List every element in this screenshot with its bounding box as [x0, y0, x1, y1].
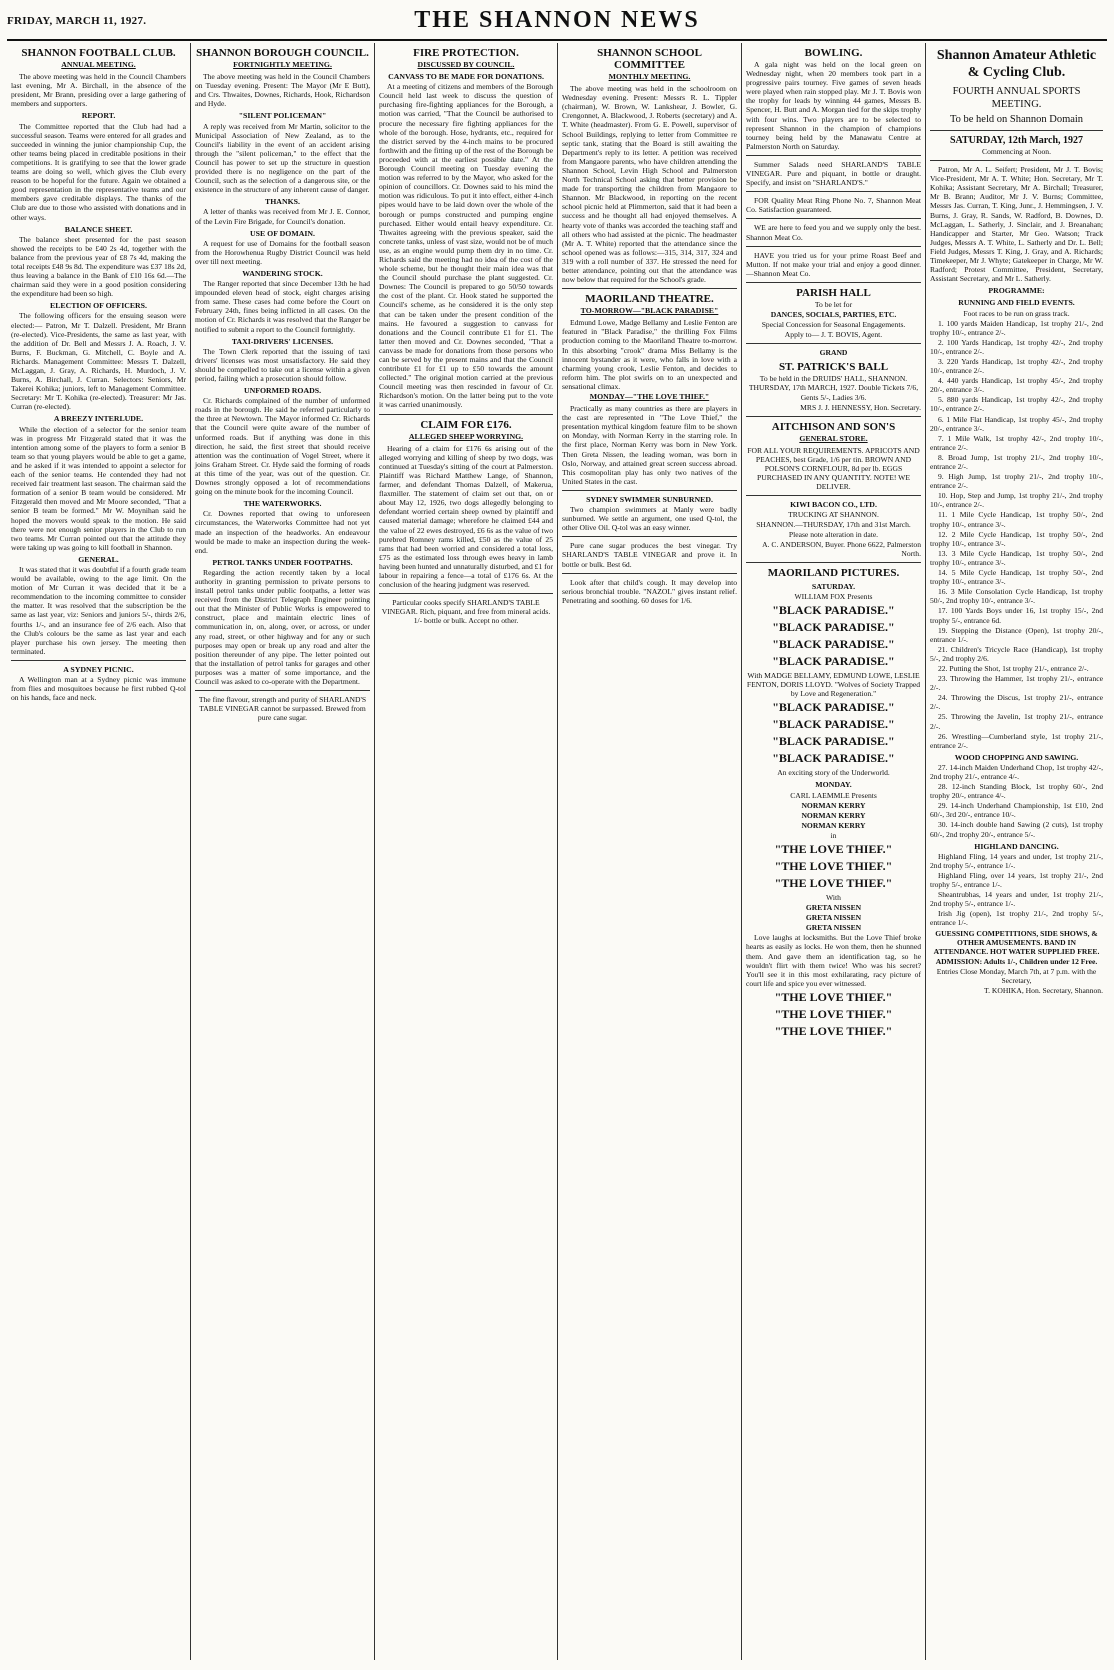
event-item: 3. 220 Yards Handicap, 1st trophy 42/-, 2nd trophy 10/-, entrance 2/-. [930, 356, 1103, 376]
film-title: "BLACK PARADISE." [772, 620, 895, 635]
section-heading: PROGRAMME: [988, 286, 1045, 296]
film-title: "BLACK PARADISE." [772, 603, 895, 618]
ad-title: ST. PATRICK'S BALL [778, 361, 889, 374]
event-item: Irish Jig (open), 1st trophy 21/-, 2nd trophy 5/-, entrance 1/-. [930, 909, 1103, 928]
article-title: BOWLING. [804, 47, 863, 59]
film-title: "BLACK PARADISE." [772, 654, 895, 669]
advertisement: HAVE you tried us for your prime Roast Beef and Mutton. If not make your trial and enjoy a good dinner.—Shannon Meat Co. [746, 250, 921, 278]
event-item: 4. 440 yards Handicap, 1st trophy 45/-, 2nd trophy 20/-, entrance 3/-. [930, 376, 1103, 395]
divider [562, 490, 737, 491]
section-heading: PETROL TANKS UNDER FOOTPATHS. [212, 557, 353, 567]
article-paragraph: The Town Clerk reported that the issuing of taxi drivers' licenses was most unsatisfactory. He said they should be compelled to take out a license within a given period, failing which a prosecution should follow. [195, 346, 370, 383]
event-item: Highland Fling, over 14 years, 1st trophy 21/-, 2nd trophy 5/-, entrance 1/-. [930, 870, 1103, 890]
event-item: 10. Hop, Step and Jump, 1st trophy 21/-, 2nd trophy 10/-, entrance 2/-. [930, 491, 1103, 510]
section-heading: RUNNING AND FIELD EVENTS. [958, 298, 1075, 308]
film-title: "BLACK PARADISE." [772, 717, 895, 732]
advertisement: WE are here to feed you and we supply only the best. Shannon Meat Co. [746, 223, 921, 242]
ad-line: TRUCKING AT SHANNON. [788, 510, 879, 520]
article-subtitle: DISCUSSED BY COUNCIL. [417, 60, 515, 69]
article-title: FIRE PROTECTION. [413, 47, 519, 59]
divider [746, 416, 921, 417]
ad-line: With MADGE BELLAMY, EDMUND LOWE, LESLIE FENTON, DORIS LLOYD. "Wolves of Society Trapped by Love and Regeneration." [746, 671, 921, 699]
article-subtitle: ALLEGED SHEEP WORRYING. [408, 431, 524, 441]
ad-line: Special Concession for Seasonal Engagements. [761, 320, 906, 330]
star-name: NORMAN KERRY [801, 810, 866, 820]
event-item: 6. 1 Mile Flat Handicap, 1st trophy 45/-, 2nd trophy 20/-, entrance 3/-. [930, 414, 1103, 433]
star-name: NORMAN KERRY [801, 820, 866, 830]
article-paragraph: A reply was received from Mr Martin, solicitor to the Municipal Association of New Zealand, as to the Council's liability in the event of an accident arising through the "silent policeman," to the effect that the Council has power to set up the structure in question provided there is no negligence on the part of the Council, such as the selection of a dangerous site, or the existence in the structure of any inherent cause of danger. [195, 121, 370, 195]
ad-line: in [830, 830, 837, 840]
ad-title: KIWI BACON CO., LTD. [790, 500, 877, 510]
article-title: MAORILAND THEATRE. [585, 293, 714, 306]
article-paragraph: Cr. Downes reported that owing to unforeseen circumstances, the Waterworks Committee had not yet made an inspection of the headworks. An endeavour would be made to make an inspection during the week-end. [195, 509, 370, 555]
film-title: "THE LOVE THIEF." [774, 1023, 893, 1038]
section-heading: USE OF DOMAIN. [250, 228, 315, 238]
divider [746, 218, 921, 219]
section-heading: UNFORMED ROADS. [243, 386, 322, 396]
event-item: 22. Putting the Shot, 1st trophy 21/-, entrance 2/-. [938, 663, 1089, 673]
section-heading: BALANCE SHEET. [64, 224, 133, 234]
officials-list: Patron, Mr A. L. Seifert; President, Mr J. T. Bovis; Vice-President, Mr A. T. White; Hon. Secretary, Mr T. Kohika; Assistant Secretary, Mr A. Birchall; Treasurer, Mr B. Brann; Auditor, Mr J. V. Burns; Committee, Messrs Jas. Curran, T. King, Junr., J. Hemmingsen, J. V. Burns, J. Gray, R. Sands, W. Radford, B. Downes, D. McLaggan, L. Satherly, J. Sinclair, and J. Breanahan; Handicapper and Starter, Mr Geo. Watson; Track Judges, Messrs A. T. White, L. Satherly and Dr. L. Bell; Field Judges, Messrs T. King, J. Gray, and A. Richards; Timekeeper, Mr J. Whyte; Gatekeeper in Charge, Mr W. Radford; Protest Committee, President, Secretary, Assistant Secretary, and Mr L. Satherly. [930, 165, 1103, 284]
section-heading: HIGHLAND DANCING. [974, 841, 1059, 851]
article-paragraph: At a meeting of citizens and members of the Borough Council held last week to discuss the question of purchasing fire-fighting appliances for the Borough, a motion was carried, "That the Council be authorised to procure the necessary fire fighting appliances for the whole of the borough. Hose, hydrants, etc., required for the district served by the 4-inch mains to be procured forthwith and the fitting up of the rest of the Borough be proceeded with at the earliest possible date." At the Borough Council meeting on Tuesday evening the motion was referred to by the Mayor, who asked for the opinion of councillors. Cr. Downes said to his mind the motion was ridiculous. To put it into effect, either 4-inch pipes would have to be laid down over the whole of the borough or pumps constructed and pumping engine purchased. Either would entail heavy expenditure. Cr. Thwaites agreeing with the previous speaker, said the concrete tanks, unless of vast size, would not be of much use, as an engine would pump them dry in no time. Cr. Richards said the meeting had no idea of the cost of the whole scheme, but he thought their main idea was that the Council should purchase the plant suggested. Cr. Downes: The Council is prepared to go 50/50 towards the cost of the plant. Cr. Hook stated he supported the Council's scheme, as he considered it is the only step that can be taken under the present condition of the mains. He favoured a suggestion to canvass for donations and the Council contribute £1 for £1. The latter then moved and Cr. Downes seconded, "That a canvass be made for donations from those persons who can be served by the present mains and that the Council contribute £1 for £1 up to £50 towards the amount collected." The original motion carried at the previous Council meeting was then rescinded in favour of Cr. Richardson's motion. On the latter being put to the vote it was carried unanimously. [379, 82, 553, 410]
article-paragraph: The following officers for the ensuing season were elected:— Patron, Mr T. Dalzell. President, Mr Brann (re-elected). Vice-Presidents, the same as last year, with the addition of Dr. Bell and Messrs J. A. Roach, J. V. Burns, F. Buckman, G. Mitchell, C. Boyle and A. Richards. Management Committee: Messrs T. Dalzell, McLaggan, J. Gray, A. Richards, H. Murdoch, J. V. Burns, A. Birchall, J. Curran. Selectors: Seniors, Mr Takerei Kohika; juniors, left to Management Committee. Secretary: Mr T. Kohika (re-elected). Treasurer: Mr Jas. Curran (re-elected). [11, 311, 186, 412]
star-name: GRETA NISSEN [805, 923, 862, 933]
divider [746, 562, 921, 563]
divider [379, 414, 553, 415]
ad-line: FOR ALL YOUR REQUIREMENTS. APRICOTS AND PEACHES, best Grade, 1/6 per tin. BROWN AND POLSON'S CORNFLOUR, 8d per lb. EGGS PURCHASED IN ANY QUANTITY. NOTE! WE DELIVER. [747, 445, 920, 492]
ad-line: GRAND [819, 348, 848, 358]
star-name: NORMAN KERRY [801, 800, 866, 810]
event-item: 21. Children's Tricycle Race (Handicap), 1st trophy 5/-, 2nd trophy 2/6. [930, 644, 1103, 663]
divider [746, 343, 921, 344]
column-school [557, 43, 741, 1660]
film-title: "THE LOVE THIEF." [774, 989, 893, 1004]
divider [11, 660, 186, 661]
article-paragraph: Practically as many countries as there are players in the cast are represented in "The Love Thief," the presentation mythical kingdom feature film to be shown on Monday, with Norman Kerry in the starring role. In the first place, Norman Kerry was born in New York. Then Greta Nissen, the leading woman, was born in Oslo, Norway, and attained great screen success abroad. This cosmopolitan play has only two natives of the United States in the cast. [562, 404, 737, 486]
divider [746, 191, 921, 192]
event-item: 9. High Jump, 1st trophy 21/-, 2nd trophy 10/-, entrance 2/-. [930, 472, 1103, 491]
ad-subtitle: GENERAL STORE. [799, 433, 868, 443]
column-fire [374, 43, 557, 1660]
divider [746, 282, 921, 283]
event-item: 13. 3 Mile Cycle Handicap, 1st trophy 50/-, 2nd trophy 10/-, entrance 3/-. [930, 548, 1103, 567]
dance-events-list [930, 852, 1103, 928]
masthead [7, 5, 1107, 41]
sports-meeting-title: FOURTH ANNUAL SPORTS MEETING. [952, 86, 1081, 110]
event-item: 16. 3 Mile Consolation Cycle Handicap, 1st trophy 50/-, 2nd trophy 10/-, entrance 3/-. [930, 587, 1103, 606]
article-paragraph: A request for use of Domains for the football season from the Horowhenua Rugby District Council was held over till next meeting. [195, 238, 370, 266]
article-paragraph: The above meeting was held in the Council Chambers last evening, Mr A. Birchall, in the absence of the president, Mr Brann, presiding over a large gathering of members and supporters. [11, 72, 186, 109]
newspaper-page [7, 5, 1107, 1660]
film-title: "BLACK PARADISE." [772, 637, 895, 652]
event-item: 17. 100 Yards Boys under 16, 1st trophy 15/-, 2nd trophy 5/-, entrance 6d. [930, 606, 1103, 625]
article-paragraph: Two champion swimmers at Manly were badly sunburned. We settle an argument, one used Q-tol, the other Olive Oil. Q-tol was an easy winner. [562, 505, 737, 533]
article-paragraph: A letter of thanks was received from Mr J. E. Connor, of the Levin Fire Brigade, for Council's donation. [195, 207, 370, 226]
sports-club-title: Shannon Amateur Athletic & Cycling Club. [936, 48, 1097, 80]
divider [562, 536, 737, 537]
article-paragraph: Edmund Lowe, Madge Bellamy and Leslie Fenton are featured in "Black Paradise," the thrilling Fox Films production coming to the Maoriland Theatre to-morrow. In this absorbing "crook" drama Miss Bellamy is the innocent bystander as it were, who falls in love with a charming young crook, Leslie Fenton, and decides to reform him. The plot swirls on to an unexpected and sensational climax. [562, 318, 737, 391]
divider [562, 573, 737, 574]
advertisement: Summer Salads need SHARLAND'S TABLE VINEGAR. Pure and piquant, in bottle or draught. Specify, and insist on "SHARLAND'S." [746, 159, 921, 188]
article-paragraph: While the election of a selector for the senior team was in progress Mr Fitzgerald stated that it was the intention among some of the players to form a senior B team so that young players would be able to get a game, and he asked if it was intended to appoint a selector for each of the senior teams. He contended they had not received fair treatment last season. The chairman said the formation of a senior B team would be considered. Mr Fitzgerald then moved and Mr Moore seconded, "That a senior B team be formed." Mr W. Moynihan said he hoped the movers would speak to the motion. He said there were not enough senior players in the Club to run two teams. Mr Curran pointed out that the attitude they were taking up was going to kill football in Shannon. [11, 424, 186, 552]
sports-date: SATURDAY, 12th March, 1927 [949, 135, 1084, 146]
advertisement: Look after that child's cough. It may develop into serious bronchial trouble. "NAZOL" gives instant relief. Penetrating and soothing. 60 doses for 1/6. [562, 577, 737, 605]
film-title: "THE LOVE THIEF." [774, 1006, 893, 1021]
ad-subtitle: SATURDAY. [811, 581, 856, 591]
section-heading: A SYDNEY PICNIC. [63, 664, 134, 674]
entries-close: Entries Close Monday, March 7th, at 7 p.m. with the Secretary, [936, 966, 1097, 985]
event-item: 26. Wrestling—Cumberland style, 1st trophy 21/-, entrance 2/-. [930, 731, 1103, 750]
section-heading: TAXI-DRIVERS' LICENSES. [231, 336, 334, 346]
section-heading: GENERAL. [78, 554, 119, 564]
column-football [7, 43, 190, 1660]
newspaper-title: THE SHANNON NEWS [414, 7, 700, 33]
advertisement: FOR Quality Meat Ring Phone No. 7, Shannon Meat Co. Satisfaction guaranteed. [746, 196, 921, 215]
divider [930, 160, 1103, 161]
divider [930, 130, 1103, 131]
ad-title: MAORILAND PICTURES. [767, 566, 900, 579]
article-paragraph: It was stated that it was doubtful if a fourth grade team would be available, owing to the age limit. On the motion of Mr Curran it was decided that it be a recommendation to the incoming committee to consider the matter. It was resolved that the subscription be the same as last year, viz: Seniors and juniors 5/-, thirds 2/6, fourths 1/-, and an insurance fee of 2/6 each. Also that the Club's colours be the same as last year and each player purchase his own jersey. The meeting then terminated. [11, 564, 186, 656]
admission: ADMISSION: Adults 1/-, Children under 12 Free. [935, 956, 1098, 966]
event-item: 19. Stepping the Distance (Open), 1st trophy 20/-, entrance 1/-. [930, 625, 1103, 644]
article-title: CLAIM FOR £176. [420, 418, 512, 431]
event-item: 25. Throwing the Javelin, 1st trophy 21/-, entrance 2/-. [930, 712, 1103, 731]
sports-start: Commencing at Noon. [982, 147, 1051, 156]
article-title: SHANNON BOROUGH COUNCIL. [196, 47, 369, 59]
film-title: "BLACK PARADISE." [772, 734, 895, 749]
film-title: "THE LOVE THIEF." [774, 875, 893, 890]
advertisement: Particular cooks specify SHARLAND'S TABLE VINEGAR. Rich, piquant, and free from mineral acids. 1/- bottle or bulk. Accept no other. [381, 598, 551, 626]
article-paragraph: Cr. Richards complained of the number of unformed roads in the borough. He said he referred particularly to the three at Newtown. The Mayor informed Cr. Richards that the Council were quite aware of the number of unformed roads. But if anything was done in this direction, he said, the first street that should receive attention was the continuation of Vogel Street, where it joins Graham Street. Cr. Hyde said the forming of roads at this time of the year, was out of the question. Cr. Downes strongly opposed a lot of recommendations going on the minute book for the incoming Council. [195, 396, 370, 497]
sports-venue: To be held on Shannon Domain [949, 114, 1084, 125]
film-title: "BLACK PARADISE." [772, 700, 895, 715]
section-heading: "SILENT POLICEMAN" [238, 111, 327, 121]
event-item: 2. 100 Yards Handicap, 1st trophy 42/-, 2nd trophy 10/-, entrance 2/-. [930, 337, 1103, 356]
article-paragraph: Regarding the action recently taken by a local authority in granting permission to private persons to install petrol tanks under public footpaths, a letter was received from the District Telegraph Engineer pointing out that the Minister of Public Works is empowered to construct, place and maintain electric lines of communication in, on, along, over, or across, or under any road, street, or other highway and for any or such purposes may open or break up any road and alter the position thereunder of any pipe. The letter pointed out that the installation of petrol tanks for garages and other purposes was a matter of some importance, and the Council was asked to co-operate with the Department. [195, 567, 370, 686]
event-item: 11. 1 Mile Cycle Handicap, 1st trophy 50/-, 2nd trophy 10/-, entrance 3/-. [930, 510, 1103, 529]
programme-note: Foot races to be run on grass track. [963, 308, 1070, 318]
article-paragraph: The above meeting was held in the schoolroom on Wednesday evening. Present: Messrs R. L. Tippler (chairman), W. Brown, W. Lankshear, J. Bowler, G. Crengonnet, A. Blackwood, J. Roberts (secretary) and A. T. White (headmaster). From G. E. Powell, supervisor of School Buildings, replying to letter from Committee re septic tank, stating that the Board is still awaiting the Department's reply to its letter. A petition was received from Mangaore parents, who have children attending the Shannon School, Levin High School and Palmerston North Technical School asking that better provision be made for transporting the children from Mangaore to Shannon. Mr Blackwood, in reporting on the recent school picnic held at Plimmerton, said that it had been a success and he thought all had enjoyed themselves. A hearty vote of thanks was accorded the teaching staff and all others who had assisted at the picnic. The headmaster (Mr A. T. White) reported that the attendance since the school opened was as follows:—315, 314, 317, 324 and 319 with a roll number of 337. He stressed the need for better attendance, pointing out that the attendance was now below that required for the School's grade. [562, 84, 737, 285]
event-item: 14. 5 Mile Cycle Handicap, 1st trophy 50/-, 2nd trophy 10/-, entrance 3/-. [930, 568, 1103, 587]
event-item: 23. Throwing the Hammer, 1st trophy 21/-, entrance 2/-. [930, 674, 1103, 693]
ad-signature: A. C. ANDERSON, Buyer. Phone 6622, Palmerston North. [762, 539, 921, 558]
divider [746, 495, 921, 496]
article-paragraph: The Committee reported that the Club had had a successful season. Teams were entered for all grades and succeeded in winning the junior championship Cup, the other teams being placed in creditable positions in their competitions. It is gratifying to see that the lower grade teams are doing so well, which gives the Club every reason to be hopeful for the future. Again we obtained a good representation in the representative teams and our members gave creditable displays. The thanks of the Club are due to those who assisted with donations and in other ways. [11, 121, 186, 222]
section-heading: A BREEZY INTERLUDE. [53, 414, 144, 424]
section-heading: THE WATERWORKS. [243, 499, 322, 509]
event-item: 27. 14-inch Maiden Underhand Chop, 1st trophy 42/-, 2nd trophy 21/-, entrance 4/-. [930, 762, 1103, 781]
event-item: 8. Broad Jump, 1st trophy 21/-, 2nd trophy 10/-, entrance 2/-. [930, 452, 1103, 471]
ad-line: DANCES, SOCIALS, PARTIES, ETC. [770, 309, 897, 319]
ad-line: An exciting story of the Underworld. [777, 768, 890, 778]
column-sports [925, 43, 1107, 1660]
article-subtitle: ANNUAL MEETING. [61, 60, 136, 69]
film-title: "THE LOVE THIEF." [774, 841, 893, 856]
ad-line: Apply to— J. T. BOVIS, Agent. [784, 330, 883, 340]
column-council [190, 43, 374, 1660]
advertisement: The fine flavour, strength and purity of SHARLAND'S TABLE VINEGAR cannot be surpassed. Brewed from pure cane sugar. [198, 695, 367, 723]
ad-title: AITCHISON AND SON'S [771, 420, 896, 433]
wood-events-list [930, 763, 1103, 839]
event-item: 24. Throwing the Discus, 1st trophy 21/-, entrance 2/-. [930, 693, 1103, 712]
article-paragraph: A gala night was held on the local green on Wednesday night, when 20 members took part in a progressive pairs tourney. Five games of seven heads were played when rain stopped play. Mr J. T. Bovis won the trophy for leads by winning 44 games, Messrs B. Spencer, H. Butt and A. Morgan tied for the skips trophy with four wins. Two players are to be selected to represent Shannon in the champion of champions tourney being held by the Manawatu Centre at Palmerston North on Saturday. [746, 60, 921, 151]
secretary-signature: T. KOHIKA, Hon. Secretary, Shannon. [984, 986, 1103, 996]
divider [746, 155, 921, 156]
section-heading: CANVASS TO BE MADE FOR DONATIONS. [388, 72, 544, 82]
star-name: GRETA NISSEN [805, 913, 862, 923]
article-title: SHANNON SCHOOL COMMITTEE [597, 47, 702, 71]
section-heading: REPORT. [81, 111, 116, 121]
event-item: 7. 1 Mile Walk, 1st trophy 42/-, 2nd trophy 10/-, entrance 2/-. [930, 433, 1103, 452]
ad-subtitle: MONDAY. [815, 780, 852, 790]
section-heading: SYDNEY SWIMMER SUNBURNED. [586, 494, 713, 504]
film-title: "THE LOVE THIEF." [774, 858, 893, 873]
event-item: 1. 100 yards Maiden Handicap, 1st trophy 21/-, 2nd trophy 10/-, entrance 2/-. [930, 318, 1103, 337]
article-paragraph: A Wellington man at a Sydney picnic was immune from flies and mosquitoes because he first rubbed Q-tol on his hands, face and neck. [11, 675, 186, 703]
event-item: 30. 14-inch double hand Sawing (2 cuts), 1st trophy 60/-, 2nd trophy 20/-, entrance 5/-. [930, 820, 1103, 839]
amusements: GUESSING COMPETITIONS, SIDE SHOWS, & OTHER AMUSEMENTS. BAND IN ATTENDANCE. HOT WATER SUPPLIED FREE. [933, 928, 1100, 956]
article-paragraph: The balance sheet presented for the past season showed the receipts to be £40 2s 4d, together with the balance from the previous year of £8 7s 4d, making the total receipts £48 9s 8d. The expenditure was £37 18s 2d, thus leaving a balance in the Bank of £10 16s 6d.—The chairman said they were in a good position considering the expenditure had been so high. [11, 234, 186, 299]
column-bowling-ads [741, 43, 925, 1660]
event-item: 12. 2 Mile Cycle Handicap, 1st trophy 50/-, 2nd trophy 10/-, entrance 3/-. [930, 529, 1103, 548]
events-list [930, 319, 1103, 750]
ad-line: To be let for [814, 299, 853, 309]
article-subtitle: TO-MORROW—"BLACK PARADISE" [580, 306, 719, 316]
article-paragraph: The above meeting was held in the Council Chambers on Tuesday evening. Present: The Mayor (Mr E Butt), and Crs. Thwaites, Downes, Richards, Hook, Richardson and Hyde. [195, 72, 370, 109]
issue-date: FRIDAY, MARCH 11, 1927. [7, 15, 147, 27]
article-paragraph: The Ranger reported that since December 13th he had impounded eleven head of stock, eight charges arising from same. These cases had come before the Court on February 24th, fines being inflicted in all cases. On the motion of Cr. Richards it was resolved that the Ranger be notified to submit a report to the Council fortnightly. [195, 279, 370, 334]
ad-title: PARISH HALL [796, 286, 871, 299]
ad-line: To be held in the DRUIDS' HALL, SHANNON. THURSDAY, 17th MARCH, 1927. Double Tickets 7/6, Gents 5/-, Ladies 3/6. [748, 374, 919, 402]
event-item: Highland Fling, 14 years and under, 1st trophy 21/-, 2nd trophy 5/-, entrance 1/-. [930, 851, 1103, 870]
divider [562, 288, 737, 289]
event-item: 5. 880 yards Handicap, 1st trophy 42/-, 2nd trophy 10/-, entrance 2/-. [930, 395, 1103, 414]
article-subtitle: MONTHLY MEETING. [608, 72, 691, 81]
star-name: GRETA NISSEN [805, 903, 862, 913]
article-subtitle: MONDAY—"THE LOVE THIEF." [589, 392, 710, 401]
event-item: 29. 14-inch Underhand Championship, 1st £10, 2nd 60/-, 3rd 20/-, entrance 10/-. [930, 801, 1103, 820]
section-heading: THANKS. [265, 197, 300, 207]
advertisement: Pure cane sugar produces the best vinegar. Try SHARLAND'S TABLE VINEGAR and prove it. In bottle or bulk. Best 6d. [562, 541, 737, 569]
ad-line: WILLIAM FOX Presents [794, 591, 873, 601]
ad-line: Love laughs at locksmiths. But the Love Thief broke hearts as easily as locks. He won them, then he shunned them. And gave them an identification tag, so he wouldn't flirt with them twice! Who was his secret? You'll see it in this most exhilarating, racy picture of court life and spice you ever witnessed. [746, 933, 921, 988]
section-heading: WANDERING STOCK. [242, 268, 323, 278]
event-item: Sheantrubhas, 14 years and under, 1st trophy 21/-, 2nd trophy 5/-, entrance 1/-. [930, 890, 1103, 909]
article-paragraph: Hearing of a claim for £176 6s arising out of the alleged worrying and killing of sheep by two dogs, was continued at Tuesday's sitting of the court at Palmerston. Plaintiff was Richard Matthew Lange, of Shannon, farmer, and defendant Thomas Dalzell, of Makerua, flaxmiller. The statement of claim set out that, on or about May 12, 1926, two dogs allegedly belonging to defendant worried certain sheep owned by plaintiff and caused material damage; wherefore he claimed £44 and the value of 22 ewes destroyed, £6 6s as the value of two purebred Romney rams killed, £50 as the value of 25 rams that had been worried and considered a total loss, £75 as the estimated loss through ewes heavy in lamb having been hunted and unnaturally disturbed, and £1 for labour in repairing a fence—a total of £176 6s. At the conclusion of the hearing judgment was reserved. [379, 443, 553, 590]
article-title: SHANNON FOOTBALL CLUB. [21, 47, 176, 59]
article-subtitle: FORTNIGHTLY MEETING. [233, 60, 332, 69]
ad-line: With [826, 892, 841, 902]
divider [746, 246, 921, 247]
event-item: 28. 12-inch Standing Block, 1st trophy 60/-, 2nd trophy 20/-, entrance 4/-. [930, 782, 1103, 801]
film-title: "BLACK PARADISE." [772, 751, 895, 766]
section-heading: ELECTION OF OFFICERS. [50, 301, 147, 311]
ad-signature: MRS J. J. HENNESSY, Hon. Secretary. [800, 402, 921, 412]
divider [379, 593, 553, 594]
section-heading: WOOD CHOPPING AND SAWING. [954, 752, 1079, 762]
ad-line: CARL LAEMMLE Presents [790, 790, 877, 800]
ad-line: SHANNON.—THURSDAY, 17th and 31st March. Please note alteration in date. [756, 520, 911, 539]
divider [195, 690, 370, 691]
